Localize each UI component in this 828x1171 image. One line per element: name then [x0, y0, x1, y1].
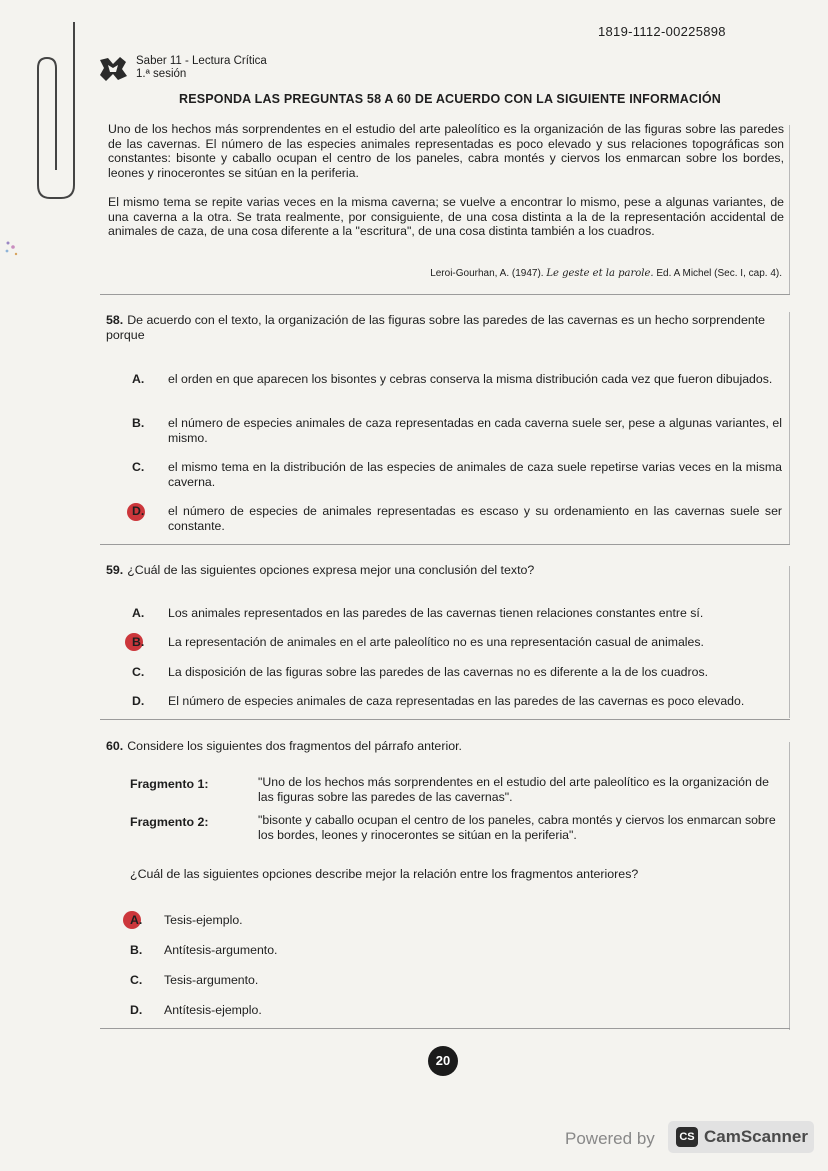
option-letter: D. [130, 1003, 143, 1017]
question-number: 59. [106, 563, 124, 577]
question-number: 58. [106, 313, 124, 327]
passage-paragraph-2: El mismo tema se repite varias veces en la misma caverna; se vuelve a encontrar lo mismo, pese a algunas variantes, de una caverna a la otra. Se trata realmente, por consiguiente, de una cosa distinta a la de la representación accidental de animales de caza, de una cosa diferente a la "escritura", de una cosa distinta también a los cuadros. [108, 195, 784, 238]
divider [100, 1028, 790, 1029]
citation-title: Le geste et la parole. [546, 268, 654, 279]
icfes-logo-icon [98, 56, 128, 82]
margin-rule [789, 742, 790, 1030]
camscanner-badge [668, 1121, 814, 1153]
passage-paragraph-1: Uno de los hechos más sorprendentes en el estudio del arte paleolítico es la organización de las figuras sobre las paredes de las cavernas. El número de las especies animales representadas es poco elevado y sus relaciones topográficas son constantes: bisonte y caballo ocupan el centro de los paneles, cabra montés y ciervos los enmarcan sobre los bordes, leones y rinocerontes se sitúan en la periferia. [108, 122, 784, 180]
citation-rest: Ed. A Michel (Sec. I, cap. 4). [656, 268, 782, 279]
question-59-stem [106, 563, 786, 578]
fragment-text: "bisonte y caballo ocupan el centro de los paneles, cabra montés y ciervos los enmarcan sobre los bordes, leones y rinocerontes se sitúan en la periferia". [258, 813, 776, 842]
header-subject [136, 55, 267, 81]
paper-clip-icon [30, 20, 76, 200]
option-letter: C. [130, 973, 143, 987]
option-letter: A. [132, 606, 145, 620]
session-label: 1.ª sesión [136, 68, 187, 80]
question-number: 60. [106, 739, 124, 753]
option-letter: B. [132, 635, 145, 649]
camscanner-brand: CamScanner [704, 1127, 808, 1146]
option-letter: D. [132, 694, 145, 708]
fragment-text: "Uno de los hechos más sorprendentes en el estudio del arte paleolítico es la organización de las figuras sobre las paredes de las cavernas". [258, 775, 769, 804]
instruction-heading: RESPONDA LAS PREGUNTAS 58 A 60 DE ACUERDO CON LA SIGUIENTE INFORMACIÓN [178, 92, 722, 106]
citation-author: Leroi-Gourhan, A. (1947). [430, 268, 544, 279]
option-text: el número de especies de animales representadas es escaso y su ordenamiento en las cavernas suele ser constante. [168, 504, 782, 533]
option-text: Antítesis-ejemplo. [164, 1003, 262, 1017]
question-60-stem [106, 739, 786, 754]
scan-artifact-icon [2, 238, 22, 260]
option-letter: A. [130, 913, 143, 927]
option-letter: D. [132, 504, 145, 518]
margin-rule [789, 125, 790, 295]
option-text: el número de especies animales de caza representadas en cada caverna suele ser, pese a algunas variantes, el mismo. [168, 416, 782, 445]
powered-by-label: Powered by [565, 1129, 655, 1148]
question-text: ¿Cuál de las siguientes opciones expresa mejor una conclusión del texto? [127, 563, 535, 577]
option-text: Los animales representados en las paredes de las cavernas tienen relaciones constantes entre sí. [168, 606, 704, 620]
citation [430, 268, 782, 279]
option-text: el orden en que aparecen los bisontes y cebras conserva la misma distribución cada vez que fueron dibujados. [168, 372, 773, 386]
option-text: El número de especies animales de caza representadas en las paredes de las cavernas es poco elevado. [168, 694, 745, 708]
option-letter: A. [132, 372, 145, 386]
option-letter: C. [132, 460, 145, 474]
fragment-label: Fragmento 2: [130, 815, 209, 829]
margin-rule [789, 312, 790, 544]
option-text: La disposición de las figuras sobre las paredes de las cavernas no es diferente a la de los cuadros. [168, 665, 709, 679]
divider [100, 294, 790, 295]
question-60-subquestion: ¿Cuál de las siguientes opciones describe mejor la relación entre los fragmentos anteriores? [130, 867, 639, 881]
page-number: 20 [428, 1046, 458, 1076]
option-text: el mismo tema en la distribución de las especies de animales de caza suele repetirse varias veces en la misma caverna. [168, 460, 782, 489]
divider [100, 544, 790, 545]
subject-label: Saber 11 - Lectura Crítica [136, 55, 267, 67]
question-text: De acuerdo con el texto, la organización de las figuras sobre las paredes de las cavernas es un hecho sorprendente porque [106, 313, 766, 342]
divider [100, 719, 790, 720]
option-letter: B. [132, 416, 145, 430]
question-58-stem [106, 313, 786, 342]
option-letter: C. [132, 665, 145, 679]
margin-rule [789, 566, 790, 718]
option-text: Antítesis-argumento. [164, 943, 278, 957]
option-text: Tesis-ejemplo. [164, 913, 243, 927]
camscanner-logo-icon: CS [676, 1127, 698, 1147]
option-text: Tesis-argumento. [164, 973, 259, 987]
option-letter: B. [130, 943, 143, 957]
document-id: 1819-1112-00225898 [598, 24, 726, 39]
question-text: Considere los siguientes dos fragmentos del párrafo anterior. [127, 739, 462, 753]
fragment-label: Fragmento 1: [130, 777, 209, 791]
option-text: La representación de animales en el arte paleolítico no es una representación casual de animales. [168, 635, 704, 649]
